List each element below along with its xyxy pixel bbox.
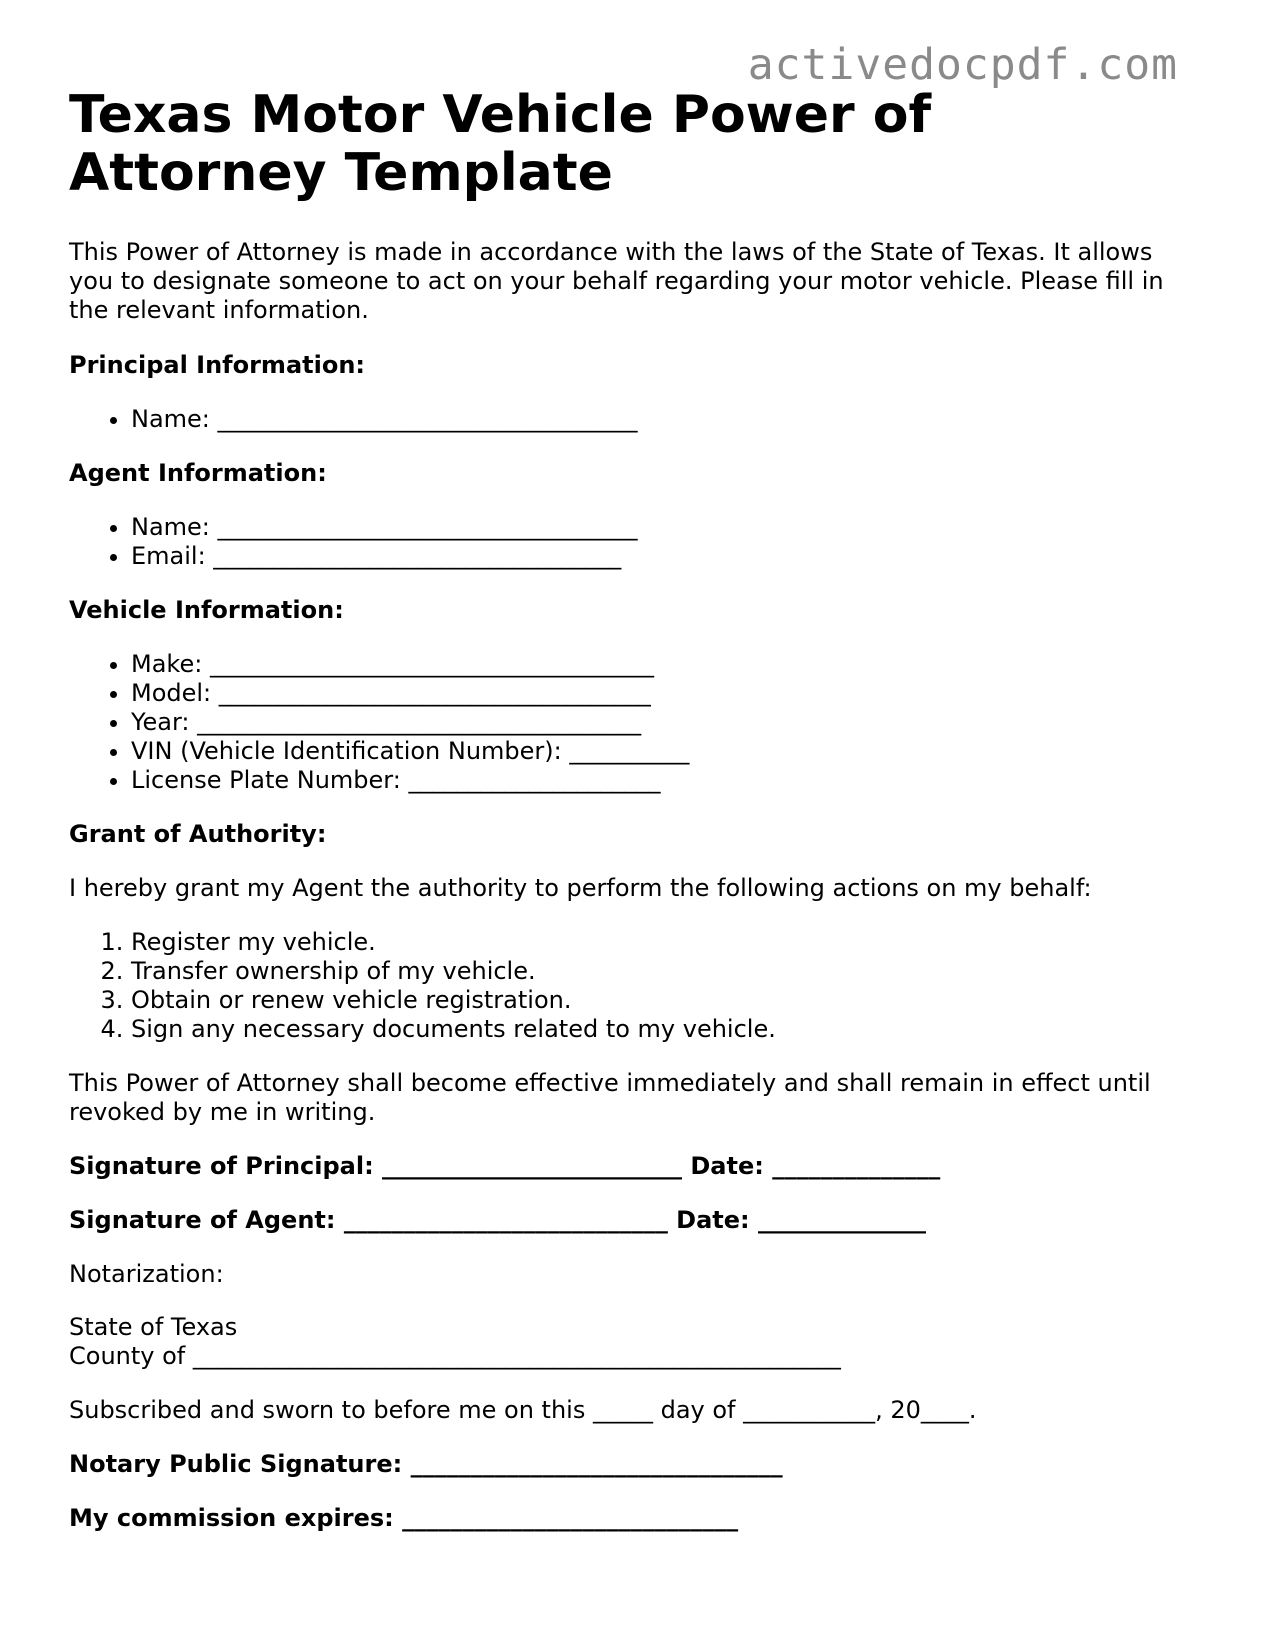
- grant-action-item: 3. Obtain or renew vehicle registration.: [131, 986, 1199, 1015]
- grant-heading: Grant of Authority:: [69, 820, 327, 848]
- vehicle-heading: Vehicle Information:: [69, 596, 344, 624]
- page-title: Texas Motor Vehicle Power of Attorney Template: [69, 85, 932, 203]
- effective-paragraph: This Power of Attorney shall become effective immediately and shall remain in effect until revoked by me in writing.: [69, 1069, 1151, 1126]
- grant-action-item: 2. Transfer ownership of my vehicle.: [131, 957, 1199, 986]
- vehicle-make-field[interactable]: • Make: _____________________________________: [131, 650, 1199, 679]
- grant-actions-list: [69, 928, 1199, 1044]
- vehicle-plate-field[interactable]: • License Plate Number: _____________________: [131, 766, 1199, 795]
- notary-signature-line[interactable]: Notary Public Signature: _______________________________: [69, 1450, 783, 1478]
- grant-action-item: 1. Register my vehicle.: [131, 928, 1199, 957]
- vehicle-vin-field[interactable]: • VIN (Vehicle Identification Number): __________: [131, 737, 1199, 766]
- vehicle-list: [69, 650, 1199, 795]
- notary-sworn-line[interactable]: Subscribed and sworn to before me on this _____ day of ___________, 20____.: [69, 1396, 977, 1424]
- notary-state: State of Texas: [69, 1313, 238, 1341]
- intro-paragraph: This Power of Attorney is made in accordance with the laws of the State of Texas. It allows you to designate someone to act on your behalf regarding your motor vehicle. Please fill in the relevant information.: [69, 238, 1164, 324]
- grant-action-item: 4. Sign any necessary documents related to my vehicle.: [131, 1015, 1199, 1044]
- document-page: [69, 86, 1199, 1558]
- agent-heading: Agent Information:: [69, 459, 327, 487]
- notary-location: [69, 1313, 1199, 1371]
- notarization-label: Notarization:: [69, 1260, 224, 1288]
- grant-intro: I hereby grant my Agent the authority to perform the following actions on my behalf:: [69, 874, 1092, 902]
- vehicle-year-field[interactable]: • Year: _____________________________________: [131, 708, 1199, 737]
- notary-commission-line[interactable]: My commission expires: ____________________________: [69, 1504, 739, 1532]
- agent-signature-line[interactable]: Signature of Agent: ___________________________ Date: ______________: [69, 1206, 927, 1234]
- agent-email-field[interactable]: • Email: __________________________________: [131, 542, 1199, 571]
- agent-name-field[interactable]: • Name: ___________________________________: [131, 513, 1199, 542]
- notary-county-field[interactable]: County of ______________________________________________________: [69, 1342, 841, 1370]
- agent-list: [69, 513, 1199, 571]
- principal-list: [69, 405, 1199, 434]
- principal-name-field[interactable]: • Name: ___________________________________: [131, 405, 1199, 434]
- vehicle-model-field[interactable]: • Model: ____________________________________: [131, 679, 1199, 708]
- principal-heading: Principal Information:: [69, 351, 366, 379]
- principal-signature-line[interactable]: Signature of Principal: _________________________ Date: ______________: [69, 1152, 941, 1180]
- watermark: activedocpdf.com: [747, 40, 1178, 90]
